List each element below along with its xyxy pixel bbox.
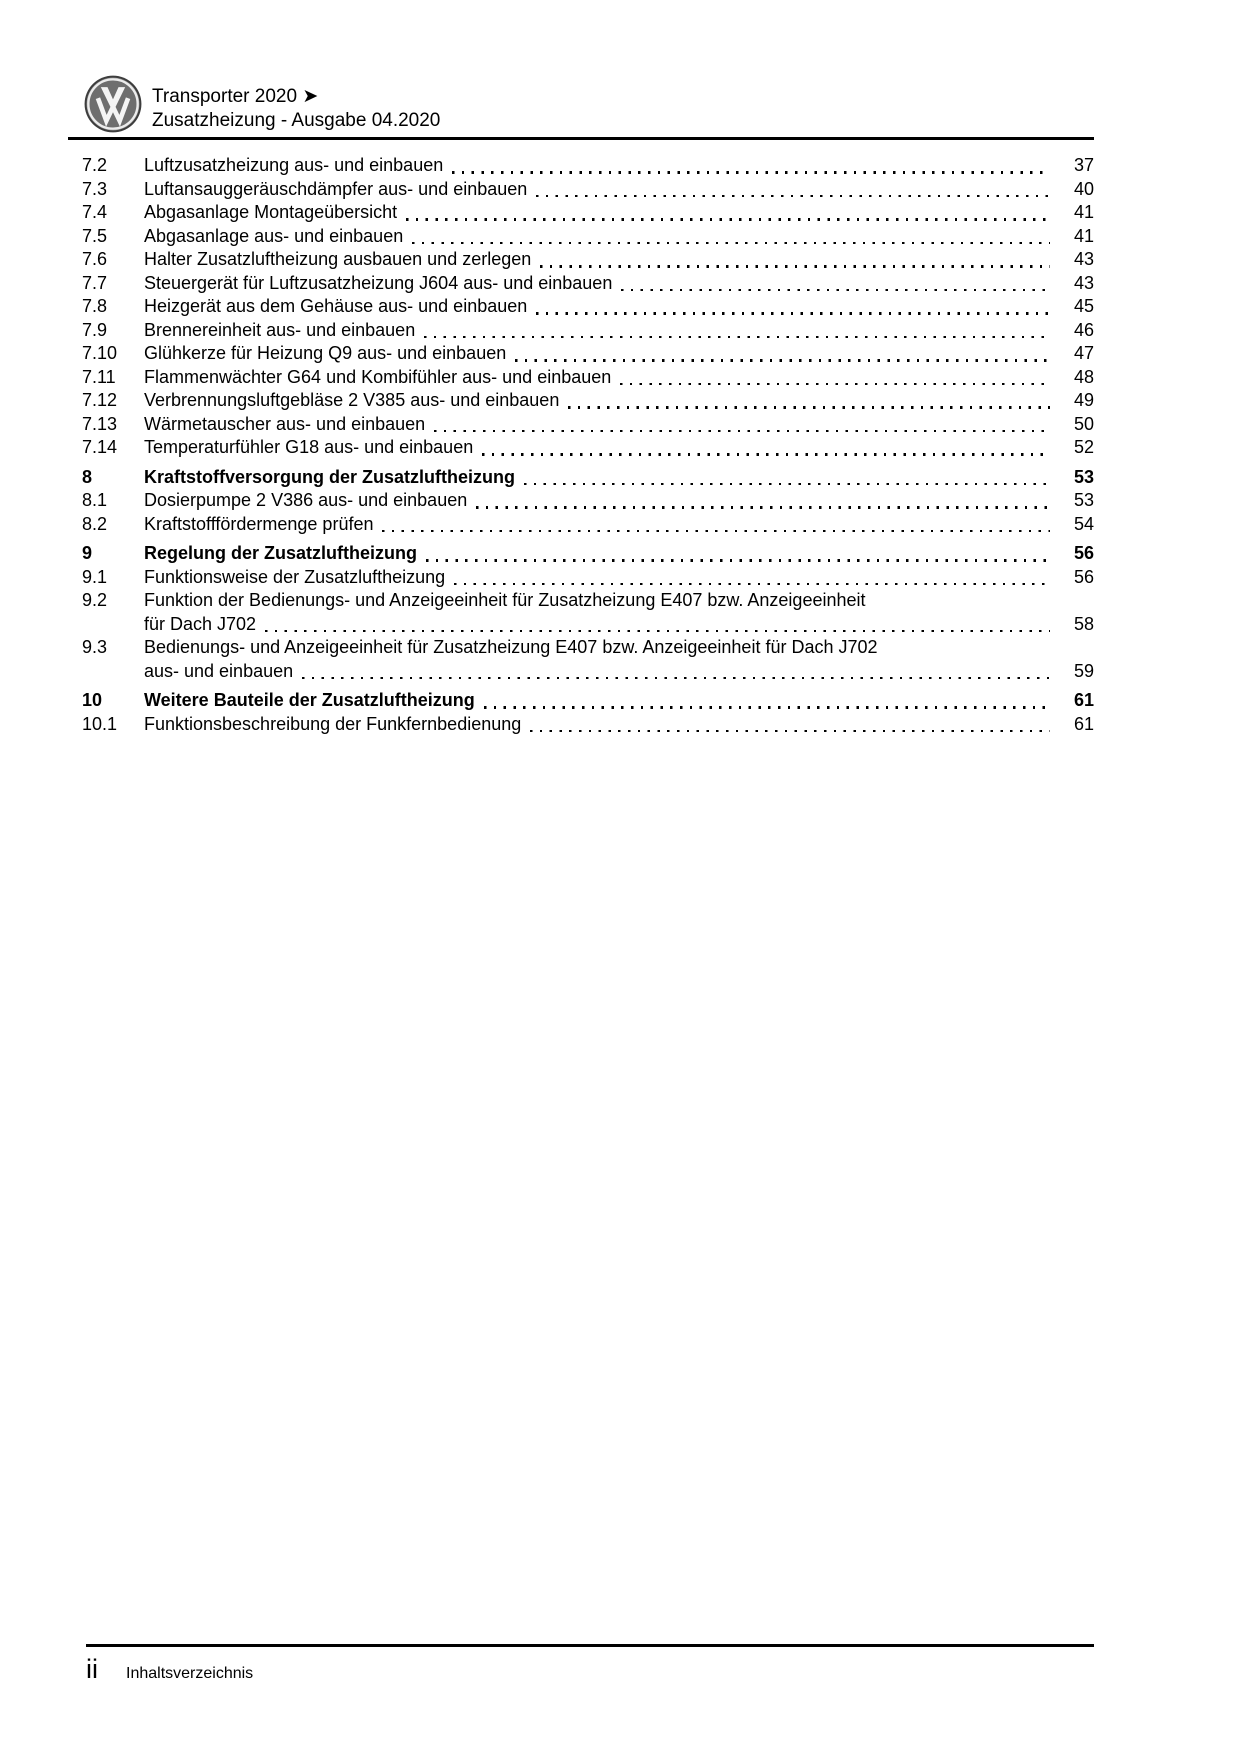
- toc-entry-number: 10: [82, 690, 103, 710]
- toc-entry-title: Verbrennungsluftgebläse 2 V385 aus- und einbauen: [144, 390, 560, 410]
- toc-entry-body: [144, 689, 1094, 713]
- toc-entry-page: 43: [1073, 249, 1094, 269]
- toc-entry-number: 8: [82, 466, 93, 487]
- dot-leader: [454, 583, 1050, 585]
- toc-entry-body: [144, 248, 1094, 272]
- toc-entry: [82, 389, 1094, 413]
- toc-entry-body: [144, 466, 1094, 490]
- dot-leader: [302, 677, 1050, 679]
- dot-leader: [476, 506, 1050, 508]
- toc-entry-title: Brennereinheit aus- und einbauen: [144, 319, 416, 340]
- toc-entry-title-line: Bedienungs- und Anzeigeeinheit für Zusatzheizung E407 bzw. Anzeigeeinheit für Dach J702: [144, 637, 878, 657]
- toc-entry-lastline: [144, 389, 1094, 413]
- manual-subtitle: Zusatzheizung - Ausgabe 04.2020: [152, 110, 441, 131]
- toc-entry-title: Flammenwächter G64 und Kombifühler aus- und einbauen: [144, 366, 612, 387]
- footer-page-number: ii: [86, 1654, 98, 1684]
- header-divider: [68, 137, 1094, 140]
- dot-leader: [484, 706, 1050, 708]
- toc-entry-title: Kraftstoffversorgung der Zusatzluftheizung: [144, 466, 516, 487]
- toc-entry-title: Steuergerät für Luftzusatzheizung J604 aus- und einbauen: [144, 272, 613, 293]
- dot-leader: [434, 430, 1050, 432]
- toc-entry-lastline: [144, 154, 1094, 178]
- toc-entry-title: aus- und einbauen: [144, 660, 294, 681]
- toc-entry-number: 7.12: [82, 390, 118, 410]
- toc-entry-body: [144, 366, 1094, 390]
- toc-entry-number: 7.11: [82, 366, 116, 387]
- toc-entry-lastline: [144, 542, 1094, 566]
- toc-entry-title: Abgasanlage aus- und einbauen: [144, 225, 404, 246]
- toc-entry-title: Abgasanlage Montageübersicht: [144, 202, 398, 222]
- toc-entry-page: 61: [1073, 713, 1094, 734]
- toc-entry-body: [144, 513, 1094, 537]
- toc-entry-page: 61: [1073, 690, 1094, 710]
- toc-entry-lastline: [144, 366, 1094, 390]
- toc-entry-number: 7.13: [82, 413, 118, 434]
- toc-entry-title: Regelung der Zusatzluftheizung: [144, 543, 417, 563]
- toc-entry-lastline: [144, 178, 1094, 202]
- dot-leader: [530, 730, 1050, 732]
- toc-entry: [82, 513, 1094, 537]
- toc-entry-number: 9.2: [82, 590, 108, 610]
- toc-entry-lastline: [144, 489, 1094, 513]
- toc-entry-lastline: [144, 566, 1094, 590]
- toc-entry-title: Funktionsbeschreibung der Funkfernbedienung: [144, 713, 522, 734]
- toc-entry-body: [144, 154, 1094, 178]
- toc-entry-lastline: [144, 248, 1094, 272]
- toc-entry-number: 7.7: [82, 272, 108, 293]
- toc-entry-number: 8.1: [82, 490, 108, 510]
- toc-entry: [82, 154, 1094, 178]
- toc-entry-number: 7.3: [82, 178, 108, 199]
- toc-entry: [82, 713, 1094, 737]
- toc-entry-number: 7.6: [82, 249, 108, 269]
- toc-entry: [82, 201, 1094, 225]
- toc-entry-body: [144, 542, 1094, 566]
- toc-entry: [82, 295, 1094, 319]
- header-titles: [152, 75, 440, 133]
- dot-leader: [424, 336, 1050, 338]
- toc-entry-page: 45: [1073, 296, 1094, 316]
- toc-entry: [82, 178, 1094, 202]
- toc-entry-body: [144, 713, 1094, 737]
- toc-entry: [82, 689, 1094, 713]
- toc-entry-title: für Dach J702: [144, 613, 257, 634]
- toc-entry-number: 7.9: [82, 319, 108, 340]
- footer-text: [86, 1656, 1094, 1683]
- toc-entry-body: [144, 589, 1094, 636]
- toc-list: [82, 154, 1094, 736]
- toc-entry-page: 53: [1073, 490, 1094, 510]
- toc-entry-number: 7.5: [82, 225, 108, 246]
- toc-entry-number: 7.2: [82, 155, 108, 175]
- toc-entry-body: [144, 389, 1094, 413]
- dot-leader: [412, 242, 1050, 244]
- toc-entry: [82, 272, 1094, 296]
- dot-leader: [536, 312, 1050, 314]
- toc-entry-title: Funktionsweise der Zusatzluftheizung: [144, 566, 446, 587]
- toc-entry-body: [144, 489, 1094, 513]
- toc-entry-body: [144, 342, 1094, 366]
- toc-entry-lastline: [144, 660, 1094, 684]
- toc-entry-lastline: [144, 436, 1094, 460]
- toc-entry-lastline: [144, 319, 1094, 343]
- toc-entry-body: [144, 566, 1094, 590]
- toc-entry-page: 53: [1073, 466, 1094, 487]
- dot-leader: [536, 195, 1050, 197]
- toc-entry-page: 56: [1073, 543, 1094, 563]
- toc-entry-lastline: [144, 201, 1094, 225]
- toc-entry-page: 49: [1073, 390, 1094, 410]
- toc-entry-page: 50: [1073, 413, 1094, 434]
- toc-entry: [82, 225, 1094, 249]
- toc-entry-lastline: [144, 513, 1094, 537]
- toc-entry: [82, 366, 1094, 390]
- toc-entry-page: 58: [1073, 613, 1094, 634]
- toc-entry-number: 7.14: [82, 437, 118, 457]
- toc-entry-title: Luftzusatzheizung aus- und einbauen: [144, 155, 444, 175]
- toc-entry-body: [144, 636, 1094, 683]
- toc-entry-number: 10.1: [82, 713, 118, 734]
- toc-entry-page: 43: [1073, 272, 1094, 293]
- toc-entry-lastline: [144, 272, 1094, 296]
- toc-entry-page: 37: [1073, 155, 1094, 175]
- model-title: Transporter 2020 ➤: [152, 86, 319, 107]
- toc-entry-title: Luftansauggeräuschdämpfer aus- und einbauen: [144, 178, 528, 199]
- dot-leader: [482, 453, 1050, 455]
- toc-entry-number: 9: [82, 543, 93, 563]
- toc-entry-number: 7.4: [82, 202, 108, 222]
- toc-entry-title: Wärmetauscher aus- und einbauen: [144, 413, 426, 434]
- dot-leader: [540, 265, 1050, 267]
- toc-entry-page: 59: [1073, 660, 1094, 681]
- toc-entry-lastline: [144, 413, 1094, 437]
- toc-entry: [82, 489, 1094, 513]
- toc-entry-body: [144, 225, 1094, 249]
- toc-entry-title: Glühkerze für Heizung Q9 aus- und einbauen: [144, 343, 507, 363]
- toc-entry-page: 40: [1073, 178, 1094, 199]
- toc-entry-page: 47: [1073, 343, 1094, 363]
- toc-entry-page: 41: [1073, 202, 1094, 222]
- toc-entry-title: Temperaturfühler G18 aus- und einbauen: [144, 437, 474, 457]
- toc-entry-page: 56: [1073, 566, 1094, 587]
- toc-entry-title: Halter Zusatzluftheizung ausbauen und zerlegen: [144, 249, 532, 269]
- page-footer: [86, 1644, 1094, 1683]
- vw-logo-icon: [84, 75, 142, 133]
- toc-entry-body: [144, 201, 1094, 225]
- footer-section-label: Inhaltsverzeichnis: [126, 1665, 254, 1682]
- toc-entry: [82, 542, 1094, 566]
- toc-entry-lastline: [144, 713, 1094, 737]
- dot-leader: [524, 483, 1050, 485]
- toc-entry-title: Heizgerät aus dem Gehäuse aus- und einbauen: [144, 296, 528, 316]
- toc-entry-title: Weitere Bauteile der Zusatzluftheizung: [144, 690, 475, 710]
- toc-entry-title: Kraftstofffördermenge prüfen: [144, 513, 374, 534]
- dot-leader: [621, 289, 1050, 291]
- toc-entry: [82, 342, 1094, 366]
- dot-leader: [568, 406, 1050, 408]
- toc-entry: [82, 636, 1094, 683]
- toc-entry-lastline: [144, 613, 1094, 637]
- toc-entry: [82, 566, 1094, 590]
- dot-leader: [452, 171, 1050, 173]
- toc-entry-page: 54: [1073, 513, 1094, 534]
- toc-entry: [82, 466, 1094, 490]
- toc-entry-lastline: [144, 689, 1094, 713]
- toc-entry: [82, 413, 1094, 437]
- toc-entry-number: 8.2: [82, 513, 108, 534]
- dot-leader: [426, 559, 1050, 561]
- toc-entry-page: 46: [1073, 319, 1094, 340]
- toc-entry-body: [144, 272, 1094, 296]
- dot-leader: [620, 383, 1050, 385]
- dot-leader: [382, 530, 1050, 532]
- toc-entry-body: [144, 319, 1094, 343]
- toc-entry-body: [144, 295, 1094, 319]
- toc-entry-number: 9.3: [82, 637, 108, 657]
- toc-entry-number: 7.8: [82, 296, 108, 316]
- toc-entry-body: [144, 178, 1094, 202]
- toc-entry: [82, 589, 1094, 636]
- toc-entry-body: [144, 436, 1094, 460]
- dot-leader: [265, 630, 1050, 632]
- toc-entry-number: 9.1: [82, 566, 108, 587]
- toc-entry-body: [144, 413, 1094, 437]
- toc-entry-page: 41: [1073, 225, 1094, 246]
- dot-leader: [406, 218, 1050, 220]
- toc-entry-lastline: [144, 466, 1094, 490]
- toc-entry: [82, 319, 1094, 343]
- toc-entry-title: Dosierpumpe 2 V386 aus- und einbauen: [144, 490, 468, 510]
- toc-entry-page: 48: [1073, 366, 1094, 387]
- toc-entry: [82, 248, 1094, 272]
- footer-divider: [86, 1644, 1094, 1647]
- toc-entry-number: 7.10: [82, 343, 118, 363]
- toc-entry-title-line: Funktion der Bedienungs- und Anzeigeeinheit für Zusatzheizung E407 bzw. Anzeigeeinheit: [144, 590, 866, 610]
- toc-entry: [82, 436, 1094, 460]
- toc-entry-lastline: [144, 225, 1094, 249]
- dot-leader: [515, 359, 1050, 361]
- toc-entry-page: 52: [1073, 437, 1094, 457]
- page-header: [84, 75, 440, 133]
- toc-entry-lastline: [144, 295, 1094, 319]
- toc-entry-lastline: [144, 342, 1094, 366]
